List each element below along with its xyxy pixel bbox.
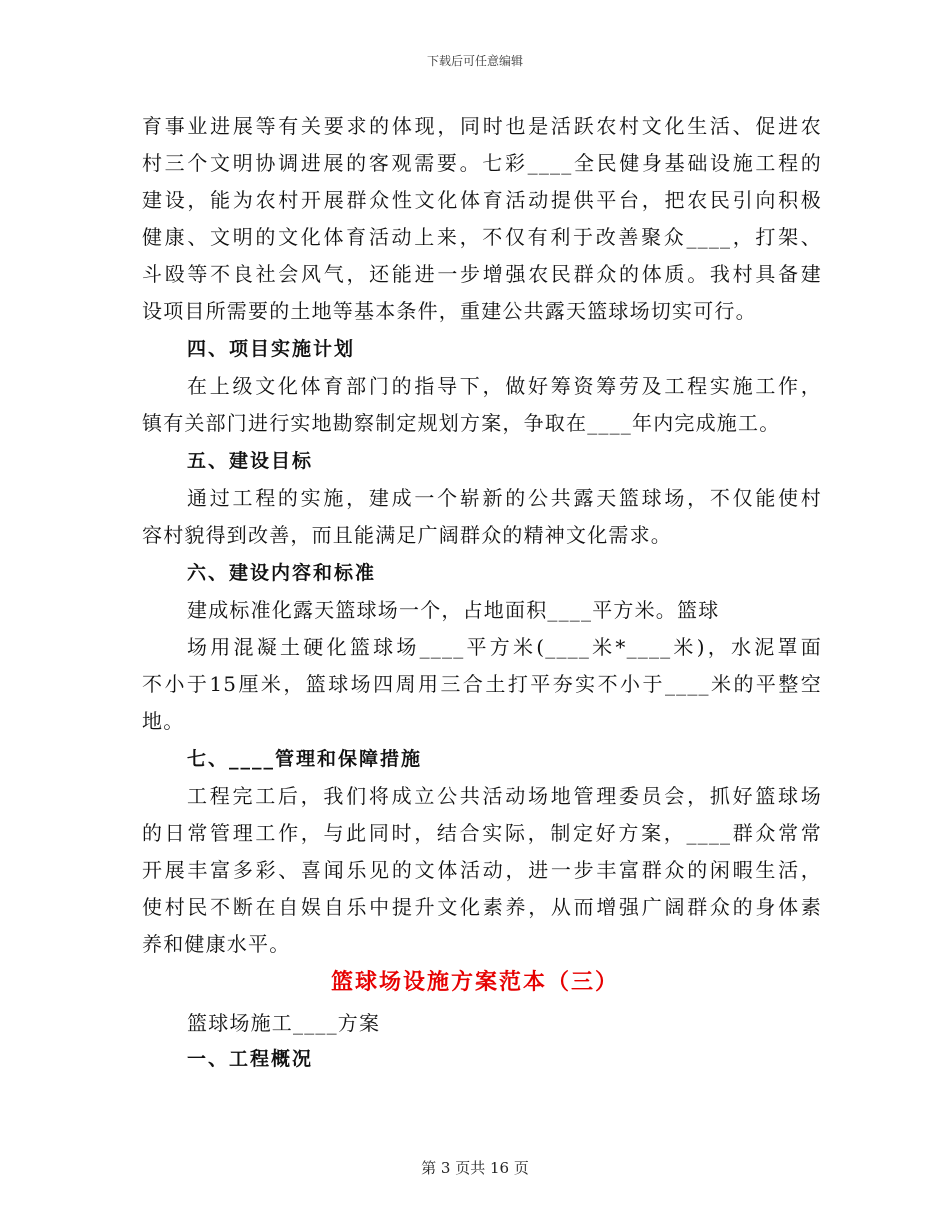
- text-line: 不小于15厘米，篮球场四周用三合土打平夯实不小于____米的平整空: [142, 672, 822, 696]
- text-line: 镇有关部门进行实地勘察制定规划方案，争取在____年内完成施工。: [142, 411, 781, 435]
- text-line: 的日常管理工作，与此同时，结合实际，制定好方案，____群众常常: [142, 821, 822, 845]
- text-line: 在上级文化体育部门的指导下，做好筹资筹劳及工程实施工作，: [187, 374, 822, 398]
- section-heading: 五、建设目标: [187, 450, 314, 472]
- section-heading: 四、项目实施计划: [187, 338, 356, 360]
- text-line: 场用混凝土硬化篮球场____平方米(____米*____米)，水泥罩面: [187, 635, 822, 659]
- text-line: 设项目所需要的土地等基本条件，重建公共露天篮球场切实可行。: [142, 299, 757, 323]
- text-line: 篮球场施工____方案: [187, 1011, 381, 1035]
- text-line: 通过工程的实施，建成一个崭新的公共露天篮球场，不仅能使村: [187, 486, 822, 510]
- text-line: 斗殴等不良社会风气，还能进一步增强农民群众的体质。我村具备建: [142, 262, 822, 286]
- section-heading: 一、工程概况: [187, 1048, 314, 1070]
- text-line: 开展丰富多彩、喜闻乐见的文体活动，进一步丰富群众的闲暇生活，: [142, 858, 822, 882]
- text-line: 村三个文明协调进展的客观需要。七彩____全民健身基础设施工程的: [142, 151, 822, 175]
- text-line: 建设，能为农村开展群众性文化体育活动提供平台，把农民引向积极: [142, 188, 822, 212]
- page-footer: 第 3 页共 16 页: [421, 1159, 529, 1177]
- section-heading: 七、____管理和保障措施: [187, 748, 423, 770]
- text-line: 容村貌得到改善，而且能满足广阔群众的精神文化需求。: [142, 523, 672, 547]
- text-line: 养和健康水平。: [142, 932, 291, 956]
- text-line: 育事业进展等有关要求的体现，同时也是活跃农村文化生活、促进农: [142, 114, 822, 138]
- text-line: 地。: [142, 709, 185, 733]
- section-heading: 六、建设内容和标准: [187, 562, 377, 584]
- page-header: 下载后可任意编辑: [426, 54, 523, 68]
- text-line: 健康、文明的文化体育活动上来，不仅有利于改善聚众____，打架、: [142, 225, 822, 249]
- text-line: 建成标准化露天篮球场一个，占地面积____平方米。篮球: [187, 598, 720, 622]
- document-section-title: 篮球场设施方案范本（三）: [330, 970, 619, 995]
- text-line: 工程完工后，我们将成立公共活动场地管理委员会，抓好篮球场: [187, 784, 822, 808]
- text-line: 使村民不断在自娱自乐中提升文化素养，从而增强广阔群众的身体素: [142, 895, 822, 919]
